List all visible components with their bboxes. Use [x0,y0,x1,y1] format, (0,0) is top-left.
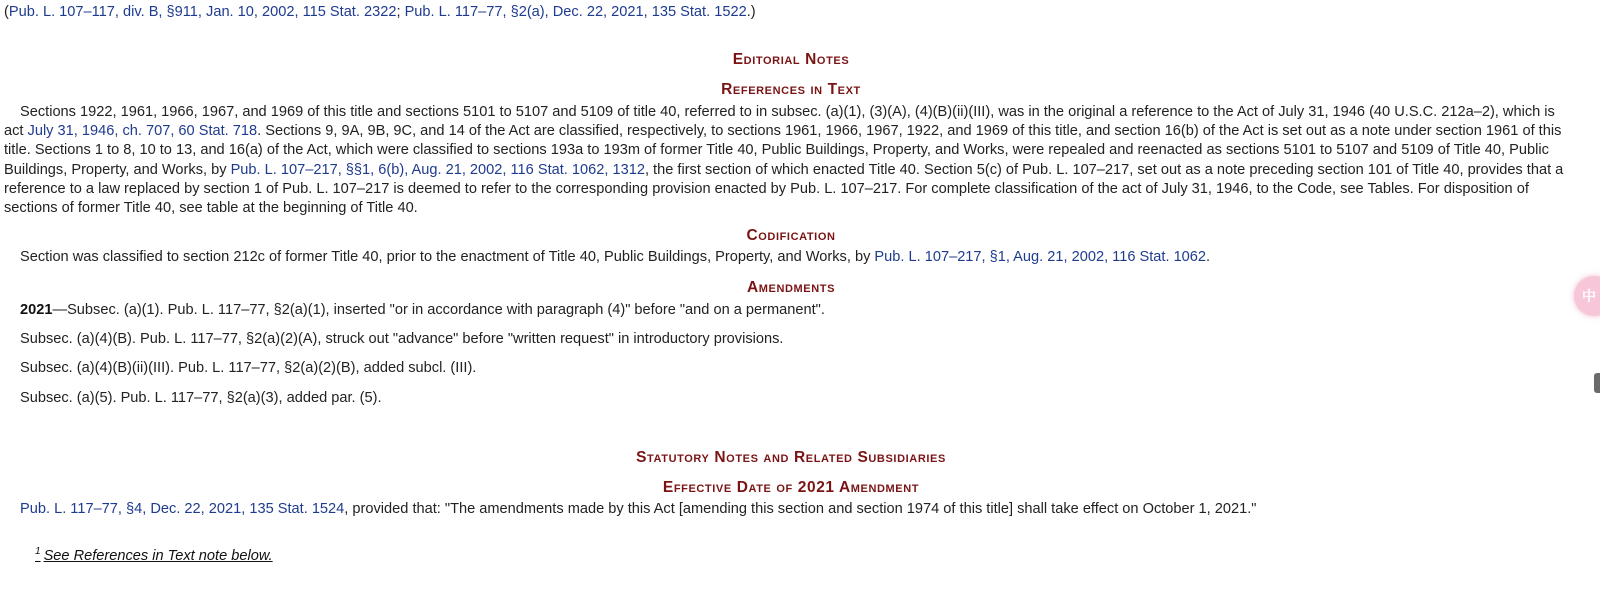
pl-107-217-sections-link[interactable]: Pub. L. 107–217, §§1, 6(b), Aug. 21, 2002, 116 Stat. 1062, 1312 [230,161,645,178]
codification-end: . [1206,249,1211,265]
source-link-pl-107-117[interactable]: Pub. L. 107–117, div. B, §911, Jan. 10, 2002, 115 Stat. 2322 [8,4,397,20]
footnote-link[interactable] [35,547,273,566]
effective-date-text: , provided that: "The amendments made by this Act [amending this section and section 1974 of this title] shall take effect on October 1, 2021." [344,501,1257,517]
amendments-heading: Amendments [746,279,836,296]
references-text-2: . Sections 9, 9A, 9B, 9C, and 14 of the Act are classified, respectively, to sections 1961, 1966, 1967, 1922, and 1969 of this title, and section 16(b) of the Act is set out as a note under section 1961 of this title. Sections 1 to 8, 10 to 13, and 16(a) of the Act, which were classified to sections 193a to 193m of former Title 40, Public Buildings, Property, and Works, were repealed and reenacted as sections 5101 to 5107 and 5109 of Title 40, Public Buildings, Property, and Works, by [4,123,1562,178]
statutory-notes-heading: Statutory Notes and Related Subsidiaries [636,449,946,466]
amendment-item [20,301,825,320]
amendment-year: 2021 [20,302,53,318]
amendment-item: Subsec. (a)(4)(B). Pub. L. 117–77, §2(a)(2)(A), struck out "advance" before "written request" in introductory provisions. [20,331,784,347]
source-separator: ; [396,4,405,20]
amendment-text: —Subsec. (a)(1). Pub. L. 117–77, §2(a)(1), inserted "or in accordance with paragraph (4)" before "and on a permanent". [52,302,825,318]
editorial-notes-heading: Editorial Notes [732,51,850,68]
amendment-item: Subsec. (a)(5). Pub. L. 117–77, §2(a)(3), added par. (5). [20,390,382,406]
references-in-text-heading: References in Text [721,81,861,98]
scroll-handle[interactable] [1594,373,1600,393]
references-text-1: Sections 1922, 1961, 1966, 1967, and 1969 of this title and sections 5101 to 5107 and 5109 of title 40, referred to in subsec. (a)(1), (3)(A), (4)(B)(ii)(III), was in the original a reference to the Act of July 31, 1946 (40 U.S.C. 212a–2), which is act [4,104,1555,140]
translate-icon: 中 [1582,288,1596,304]
codification-paragraph [20,248,1210,267]
references-text-3: , the first section of which enacted Title 40. Section 5(c) of Pub. L. 107–217, set out as a note preceding section 101 of Title 40, provides that a reference to a law replaced by section 1 of Pub. L. 107–217 is deemed to refer to the corresponding provision enacted by Pub. L. 107–217. For complete classification of the act of July 31, 1946, to the Code, see Tables. For disposition of sections of former Title 40, see table at the beginning of Title 40. [4,161,1564,217]
references-in-text-paragraph [4,103,1576,218]
source-close: .) [746,4,756,20]
pl-117-77-section-4-link[interactable]: Pub. L. 117–77, §4, Dec. 22, 2021, 135 Stat. 1524 [20,501,345,517]
source-credits [4,3,756,22]
source-open: ( [4,4,9,20]
act-july-31-1946-link[interactable]: July 31, 1946, ch. 707, 60 Stat. 718 [27,123,258,140]
pl-107-217-link[interactable]: Pub. L. 107–217, §1, Aug. 21, 2002, 116 Stat. 1062 [874,249,1207,265]
codification-heading: Codification [746,227,836,244]
source-link-pl-117-77[interactable]: Pub. L. 117–77, §2(a), Dec. 22, 2021, 135 Stat. 1522 [404,4,747,20]
effective-date-heading: Effective Date of 2021 Amendment [662,479,920,496]
amendment-item: Subsec. (a)(4)(B)(ii)(III). Pub. L. 117–77, §2(a)(2)(B), added subcl. (III). [20,360,477,376]
footnote-number: 1 [35,546,41,557]
footnote-text: See References in Text note below. [43,548,273,564]
codification-text: Section was classified to section 212c of former Title 40, prior to the enactment of Title 40, Public Buildings, Property, and Works, by [20,249,875,265]
effective-date-paragraph [20,500,1256,519]
translate-widget-button[interactable] [1574,276,1600,316]
